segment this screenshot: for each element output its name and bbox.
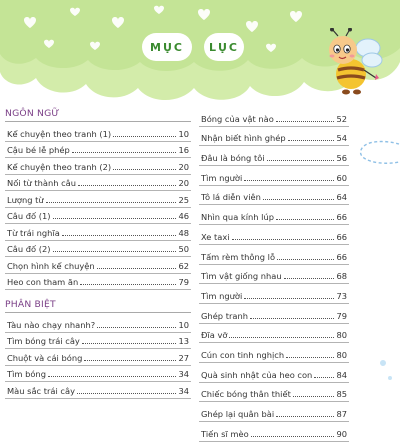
dot-leader: [250, 318, 334, 319]
dot-leader: [288, 140, 335, 141]
dot-leader: [48, 376, 176, 377]
entry-title: Cún con tinh nghịch: [201, 349, 285, 360]
entry-page: 56: [336, 153, 347, 164]
entry-page: 85: [336, 389, 347, 400]
entry-title: Lượng từ: [7, 194, 44, 205]
entry-title: Cậu bé lễ phép: [7, 145, 70, 155]
toc-entry[interactable]: [5, 274, 191, 291]
toc-entry[interactable]: [199, 245, 349, 265]
page-title-part-2: [204, 33, 244, 61]
entry-title: Tìm vật giống nhau: [201, 271, 282, 282]
entry-page: 25: [178, 194, 189, 205]
entry-title: Ghép tranh: [201, 310, 248, 321]
dot-leader: [267, 160, 335, 161]
entry-page: 80: [336, 349, 347, 360]
toc-entry[interactable]: [5, 125, 191, 142]
toc-entry[interactable]: [199, 265, 349, 285]
decor-dot: [380, 360, 386, 366]
dot-leader: [72, 152, 177, 153]
entry-page: 50: [178, 244, 189, 254]
entry-page: 64: [336, 192, 347, 203]
entry-page: 46: [178, 211, 189, 221]
entry-page: 66: [336, 212, 347, 223]
dot-leader: [263, 199, 335, 200]
entry-title: Câu đố (1): [7, 211, 51, 221]
dot-leader: [97, 268, 177, 269]
section-heading: PHÂN BIỆT: [5, 298, 191, 313]
dot-leader: [276, 416, 334, 417]
entry-page: 90: [336, 428, 347, 439]
dot-leader: [276, 219, 334, 220]
entry-page: 16: [178, 145, 189, 155]
entry-page: 79: [178, 277, 189, 287]
dot-leader: [97, 327, 176, 328]
toc-entry[interactable]: [5, 158, 191, 175]
dot-leader: [82, 343, 177, 344]
entry-title: Kể chuyện theo tranh (2): [7, 161, 112, 172]
dot-leader: [84, 360, 176, 361]
entry-page: 66: [336, 251, 347, 262]
toc-entry[interactable]: [199, 205, 349, 225]
toc-entry[interactable]: [199, 225, 349, 245]
entry-page: 87: [336, 409, 347, 419]
dot-leader: [232, 239, 335, 240]
dot-leader: [113, 169, 176, 170]
entry-title: Tìm bóng: [7, 369, 46, 379]
entry-page: 79: [336, 310, 347, 321]
toc-entry[interactable]: [199, 107, 349, 127]
toc-entry[interactable]: [5, 142, 191, 159]
toc-left-column: [5, 107, 191, 399]
entry-page: 34: [178, 369, 189, 379]
toc-entry[interactable]: [5, 175, 191, 192]
entry-title: Nối từ thành câu: [7, 178, 77, 188]
toc-list-distinguish: [5, 316, 191, 399]
entry-title: Câu đố (2): [7, 244, 51, 254]
entry-page: 27: [178, 352, 189, 363]
entry-title: Quà sinh nhật của heo con: [201, 369, 313, 380]
entry-title: Đĩa vỡ: [201, 330, 228, 341]
toc-entry[interactable]: [199, 166, 349, 186]
toc-entry[interactable]: [199, 127, 349, 147]
entry-page: 84: [336, 369, 347, 380]
dot-leader: [244, 180, 334, 181]
entry-page: 52: [336, 113, 347, 124]
page-title-text-1: MỤC: [150, 40, 184, 54]
entry-title: Đâu là bóng tôi: [201, 153, 265, 164]
entry-title: Chọn hình kể chuyện: [7, 260, 95, 271]
dot-leader: [62, 235, 177, 236]
toc-entry[interactable]: [5, 191, 191, 208]
dot-leader: [80, 284, 176, 285]
entry-title: Tìm người: [201, 290, 243, 301]
toc-entry[interactable]: [5, 366, 191, 383]
dot-leader: [293, 396, 335, 397]
toc-entry[interactable]: [5, 349, 191, 366]
toc-entry[interactable]: [5, 208, 191, 225]
dot-leader: [78, 185, 176, 186]
toc-entry[interactable]: [199, 186, 349, 206]
page-title-part-1: [142, 33, 192, 61]
entry-title: Tô lá diễn viên: [201, 192, 261, 203]
entry-page: 68: [336, 271, 347, 282]
entry-page: 10: [178, 319, 189, 330]
entry-page: 48: [178, 227, 189, 238]
toc-right-column: [199, 107, 349, 442]
dot-leader: [286, 357, 334, 358]
entry-title: Chuột và cái bóng: [7, 352, 83, 363]
toc-entry[interactable]: [5, 333, 191, 350]
toc-entry[interactable]: [199, 146, 349, 166]
dot-leader: [53, 251, 177, 252]
toc-entry[interactable]: [199, 383, 349, 403]
toc-entry[interactable]: [199, 343, 349, 363]
entry-page: 66: [336, 231, 347, 242]
entry-title: Nhìn qua kính lúp: [201, 212, 275, 223]
entry-page: 10: [178, 128, 189, 139]
entry-title: Nhận biết hình ghép: [201, 133, 286, 144]
toc-entry[interactable]: [5, 241, 191, 258]
entry-title: Bóng của vật nào: [201, 113, 274, 124]
toc-entry[interactable]: [199, 422, 349, 442]
entry-title: Kể chuyện theo tranh (1): [7, 128, 112, 139]
page-title-text-2: LỤC: [208, 40, 239, 54]
entry-title: Ghép lại quân bài: [201, 409, 275, 419]
dot-leader: [314, 377, 334, 378]
toc-entry[interactable]: [199, 402, 349, 422]
dot-leader: [53, 218, 177, 219]
entry-title: Tìm người: [201, 172, 243, 183]
dot-leader: [251, 436, 335, 437]
entry-page: 54: [336, 133, 347, 144]
entry-title: Màu sắc trái cây: [7, 385, 75, 396]
entry-title: Chiếc bóng thân thiết: [201, 389, 291, 400]
toc-entry[interactable]: [5, 316, 191, 333]
entry-page: 13: [178, 336, 189, 346]
dashed-trail-icon: [355, 138, 400, 168]
toc-entry[interactable]: [5, 224, 191, 241]
toc-entry[interactable]: [5, 382, 191, 399]
toc-entry[interactable]: [199, 304, 349, 324]
toc-entry[interactable]: [199, 284, 349, 304]
entry-page: 20: [178, 161, 189, 172]
entry-page: 60: [336, 172, 347, 183]
decor-dot: [388, 376, 392, 380]
dot-leader: [284, 278, 335, 279]
toc-entry[interactable]: [199, 363, 349, 383]
toc-list-language: [5, 125, 191, 290]
entry-page: 34: [178, 385, 189, 396]
entry-title: Heo con tham ăn: [7, 277, 79, 287]
bee-mascot-icon: [316, 28, 386, 100]
entry-page: 73: [336, 290, 347, 301]
dot-leader: [46, 202, 177, 203]
entry-title: Tấm rèm thông lỗ: [201, 251, 276, 262]
dot-leader: [229, 337, 334, 338]
section-heading: NGÔN NGỮ: [5, 107, 191, 122]
toc-entry[interactable]: [199, 324, 349, 344]
entry-title: Tiến sĩ mèo: [201, 428, 249, 439]
dot-leader: [77, 393, 176, 394]
dot-leader: [276, 121, 335, 122]
entry-page: 20: [178, 178, 189, 188]
dot-leader: [244, 298, 334, 299]
entry-page: 80: [336, 330, 347, 341]
entry-title: Tàu nào chạy nhanh?: [7, 319, 96, 330]
entry-page: 62: [178, 260, 189, 271]
dot-leader: [113, 136, 176, 137]
entry-title: Tìm bóng trái cây: [7, 336, 80, 346]
toc-entry[interactable]: [5, 257, 191, 274]
dot-leader: [277, 259, 334, 260]
entry-title: Xe taxi: [201, 231, 230, 242]
entry-title: Từ trái nghĩa: [7, 227, 60, 238]
